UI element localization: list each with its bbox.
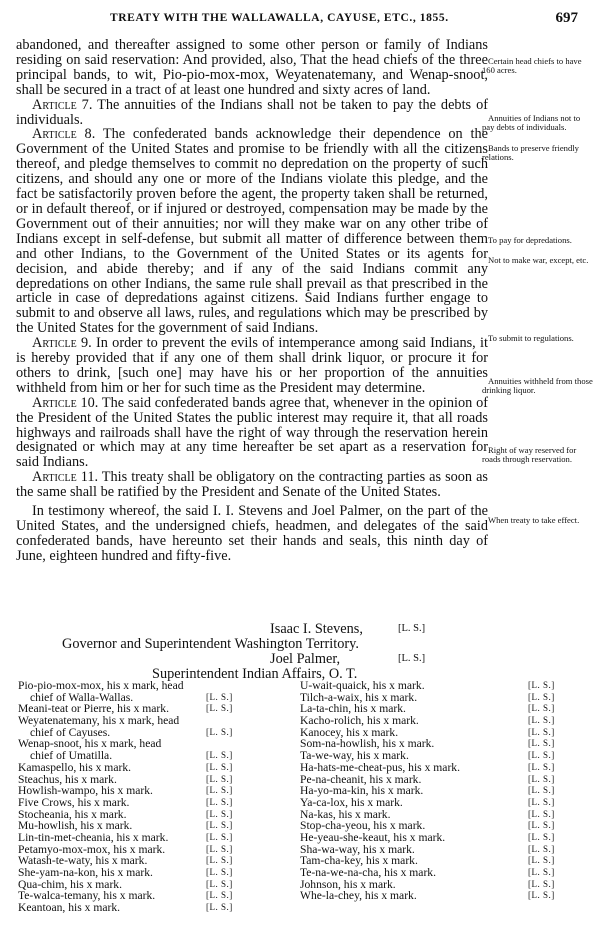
signer-name: chief of Cayuses. <box>30 725 111 739</box>
seal-palmer: [L. S.] <box>398 653 426 664</box>
seal-mark: [L. S.] <box>528 691 555 702</box>
margin-note: Certain head chiefs to have 160 acres. <box>482 56 582 76</box>
paragraph-text: The confederated bands acknowledge their dependence on the Government of the United States and promise to be friendly with all the citizens thereof, and pledge themselves to commit no depredation on the property of such citizens, and should any one or more of the Indians violate this pledge, and the fact be satisfactorily proven before the agent, the property taken shall be returned, or in default thereof, or if injured or destroyed, compensation may be made by the Government out of their annuities; nor will they make war on any other tribe of Indians except in self-defense, but submit all matter of difference between them and other Indians, to the Government of the United States or its agents for decision, and abide thereby; and if any of the said Indians commit any depredations on other Indians, the same rule shall prevail as that prescribed in the article in case of depredations against citizens. Said Indians further engage to submit to and observe all laws, rules, and regulations which may be prescribed by the United States for the government of said Indians. <box>16 126 488 337</box>
signer-name: Pe-na-cheanit, his x mark. <box>300 772 422 786</box>
seal-mark: [L. S.] <box>206 867 233 877</box>
article-10 <box>16 396 488 471</box>
seal-mark: [L. S.] <box>528 773 555 784</box>
margin-note: Annuities withheld from those drinking liquor. <box>482 376 593 396</box>
signature-row <box>300 890 570 902</box>
signer-name: Watash-te-waty, his x mark. <box>18 854 148 868</box>
testimony-paragraph <box>16 504 488 564</box>
signer-name: Tam-cha-key, his x mark. <box>300 854 418 868</box>
signer-name: She-yam-na-kon, his x mark. <box>18 866 153 879</box>
page-number: 697 <box>555 10 578 26</box>
signer-name: Howlish-wampo, his x mark. <box>18 784 153 798</box>
signer-name: Sha-wa-way, his x mark. <box>300 842 415 856</box>
signer-name: U-wait-quaick, his x mark. <box>300 679 425 692</box>
stevens-title: Governor and Superintendent Washington Territory. <box>62 636 359 652</box>
signer-name: Ya-ca-lox, his x mark. <box>300 795 403 809</box>
seal-mark: [L. S.] <box>528 715 555 726</box>
margin-note: Not to make war, except, etc. <box>488 255 589 265</box>
seal-mark: [L. S.] <box>206 726 233 737</box>
signatory-palmer: Joel Palmer, <box>270 651 341 667</box>
margin-note: Right of way reserved for roads through reservation. <box>482 445 577 465</box>
article-label: Article 8. <box>32 126 96 143</box>
seal-mark: [L. S.] <box>528 796 555 807</box>
signer-name: Qua-chim, his x mark. <box>18 877 122 891</box>
seal-mark: [L. S.] <box>528 680 555 690</box>
seal-mark: [L. S.] <box>206 796 233 807</box>
article-11 <box>16 470 488 500</box>
signer-name: Te-walca-temany, his x mark. <box>18 889 156 903</box>
signer-name: Keantoan, his x mark. <box>18 901 121 915</box>
treaty-body <box>16 38 488 564</box>
signer-name: Petamyo-mox-mox, his x mark. <box>18 842 166 856</box>
signer-name: Te-na-we-na-cha, his x mark. <box>300 866 436 879</box>
paragraph-text: In testimony whereof, the said I. I. Stevens and Joel Palmer, on the part of the United States, and the undersigned chiefs, headmen, and delegates of the said confederated bands, have hereunto set their hands and seals, this ninth day of June, eighteen hundred and fifty-five. <box>16 503 488 564</box>
signer-name: chief of Walla-Wallas. <box>30 690 134 704</box>
seal-mark: [L. S.] <box>528 726 555 737</box>
signer-name: Na-kas, his x mark. <box>300 807 391 821</box>
seal-mark: [L. S.] <box>528 703 555 714</box>
margin-note: Bands to preserve friendly relations. <box>482 143 579 163</box>
running-title: TREATY WITH THE WALLAWALLA, CAYUSE, ETC., 1855. <box>110 12 449 24</box>
seal-mark: [L. S.] <box>528 738 555 749</box>
signer-name: La-ta-chin, his x mark. <box>300 702 406 716</box>
seal-mark: [L. S.] <box>206 820 233 831</box>
right-signatures <box>300 680 570 902</box>
article-8 <box>16 127 488 336</box>
article-label: Article 9. <box>32 335 92 352</box>
signer-name: chief of Umatilla. <box>30 749 113 763</box>
signer-name: He-yeau-she-keaut, his x mark. <box>300 830 446 844</box>
seal-mark: [L. S.] <box>206 703 233 714</box>
paragraph-text: This treaty shall be obligatory on the contracting parties as soon as the same shall be ratified by the President and Senate of the United States. <box>16 469 488 501</box>
article-label: Article 7. <box>32 96 93 113</box>
paragraph-continuation <box>16 38 488 98</box>
signature-row <box>18 680 248 692</box>
signer-name: Ta-we-way, his x mark. <box>300 749 409 763</box>
seal-mark: [L. S.] <box>528 808 555 819</box>
signer-name: Som-na-howlish, his x mark. <box>300 737 435 751</box>
seal-mark: [L. S.] <box>528 878 555 889</box>
seal-mark: [L. S.] <box>206 831 233 842</box>
signer-name: Kamaspello, his x mark. <box>18 760 132 774</box>
signer-name: Five Crows, his x mark. <box>18 795 130 809</box>
signature-row <box>18 902 248 914</box>
signer-name: Wenap-snoot, his x mark, head <box>18 737 162 751</box>
article-label: Article 10. <box>32 394 99 411</box>
signer-name: Johnson, his x mark. <box>300 877 396 891</box>
palmer-title: Superintendent Indian Affairs, O. T. <box>152 666 358 682</box>
signer-name: Pio-pio-mox-mox, his x mark, head <box>18 679 184 692</box>
seal-mark: [L. S.] <box>206 843 233 854</box>
seal-mark: [L. S.] <box>206 773 233 784</box>
margin-note: Annuities of Indians not to pay debts of individuals. <box>482 113 581 133</box>
seal-mark: [L. S.] <box>528 867 555 877</box>
signer-name: Kanocey, his x mark. <box>300 725 399 739</box>
paragraph-text: abandoned, and thereafter assigned to some other person or family of Indians residing on said reservation: And provided, also, That the head chiefs of the three principal bands, to wit, Pio-pio-mox-mox, Weyatenatemany, and Wenap-snoot, shall be secured in a tract of at least one hundred and sixty acres of land. <box>16 37 488 98</box>
margin-note: To submit to regulations. <box>488 333 574 343</box>
paragraph-text: In order to prevent the evils of intemperance among said Indians, it is hereby provided that if any one of them shall drink liquor, or procure it for others to drink, [such one] may have his or her proportion of the annuities withheld from him or her for such time as the President may determine. <box>16 335 488 396</box>
seal-mark: [L. S.] <box>528 831 555 842</box>
margin-note: To pay for depredations. <box>488 235 572 245</box>
margin-note: When treaty to take effect. <box>488 515 580 525</box>
paragraph-text: The said confederated bands agree that, whenever in the opinion of the President of the United States the public interest may require it, that all roads highways and railroads shall have the right of way through the reservation herein designated or which may at any time hereafter be set apart as a reservation for said Indians. <box>16 394 488 471</box>
seal-mark: [L. S.] <box>528 855 555 866</box>
signer-name: Stop-cha-yeou, his x mark. <box>300 819 426 833</box>
signer-name: Steachus, his x mark. <box>18 772 117 786</box>
signature-row <box>18 715 248 727</box>
seal-mark: [L. S.] <box>206 890 233 901</box>
paragraph-text: The annuities of the Indians shall not be taken to pay the debts of individuals. <box>16 96 488 128</box>
signer-name: Weyatenatemany, his x mark, head <box>18 714 180 728</box>
seal-mark: [L. S.] <box>528 890 555 901</box>
seal-mark: [L. S.] <box>206 750 233 761</box>
signer-name: Kacho-rolich, his x mark. <box>300 714 419 728</box>
left-signatures <box>18 680 248 914</box>
page-header <box>20 10 580 30</box>
seal-mark: [L. S.] <box>528 750 555 761</box>
seal-mark: [L. S.] <box>206 761 233 772</box>
seal-mark: [L. S.] <box>206 808 233 819</box>
signer-name: Stocheania, his x mark. <box>18 807 127 821</box>
signer-name: Lin-tin-met-cheania, his x mark. <box>18 830 169 844</box>
seal-mark: [L. S.] <box>206 878 233 889</box>
seal-mark: [L. S.] <box>206 691 233 702</box>
seal-mark: [L. S.] <box>528 761 555 772</box>
seal-stevens: [L. S.] <box>398 623 426 634</box>
signer-name: Tilch-a-waix, his x mark. <box>300 690 418 704</box>
article-7 <box>16 98 488 128</box>
signer-name: Ha-hats-me-cheat-pus, his x mark. <box>300 760 461 774</box>
article-9 <box>16 336 488 396</box>
seal-mark: [L. S.] <box>206 902 233 913</box>
signer-name: Whe-la-chey, his x mark. <box>300 889 417 903</box>
signatory-stevens: Isaac I. Stevens, <box>270 621 363 637</box>
seal-mark: [L. S.] <box>206 785 233 796</box>
signer-name: Mu-howlish, his x mark. <box>18 819 133 833</box>
seal-mark: [L. S.] <box>206 855 233 866</box>
signer-name: Ha-yo-ma-kin, his x mark. <box>300 784 424 798</box>
article-label: Article 11. <box>32 469 99 486</box>
signer-name: Meani-teat or Pierre, his x mark. <box>18 702 169 716</box>
seal-mark: [L. S.] <box>528 785 555 796</box>
seal-mark: [L. S.] <box>528 843 555 854</box>
seal-mark: [L. S.] <box>528 820 555 831</box>
